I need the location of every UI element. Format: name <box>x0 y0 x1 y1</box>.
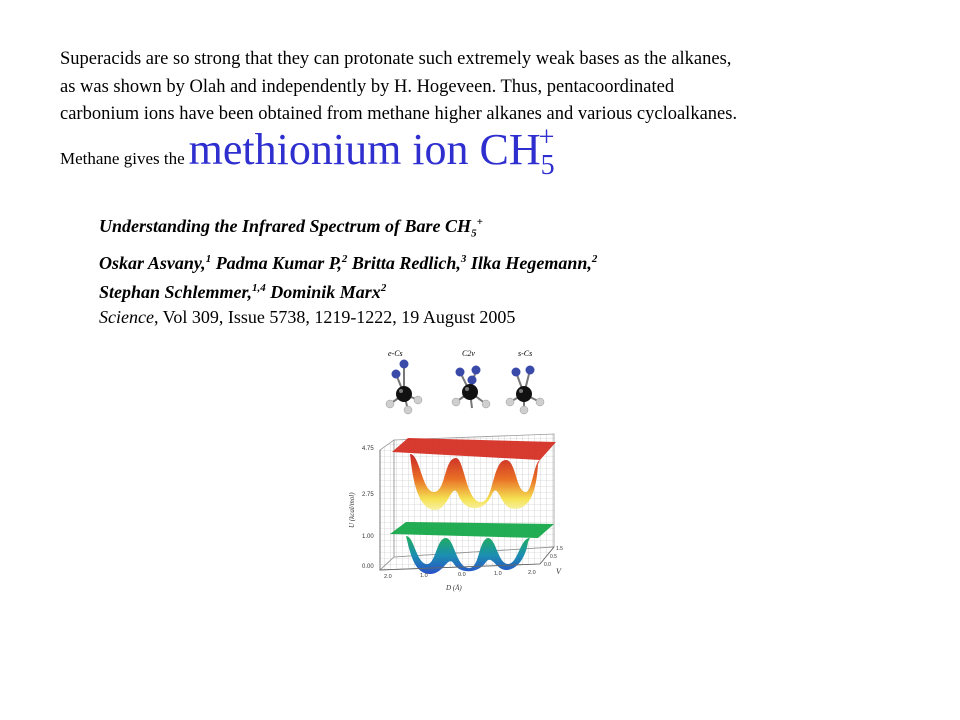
molecule-scs <box>506 366 544 415</box>
author-affiliation: 2 <box>591 252 598 265</box>
author-affiliation: 1,4 <box>252 281 266 294</box>
x-tick: 1.0 <box>494 571 502 577</box>
author: Oskar Asvany, <box>99 252 206 273</box>
ch5-figure <box>348 342 580 600</box>
y-tick: 1.5 <box>556 546 563 552</box>
author: Britta Redlich, <box>351 252 461 273</box>
reference-title-sup: + <box>476 216 483 228</box>
reference-block <box>99 210 879 330</box>
author-affiliation: 1 <box>205 252 212 265</box>
authors-line-2 <box>99 276 879 305</box>
x-tick: 1.0 <box>420 573 428 579</box>
author: Stephan Schlemmer, <box>99 281 253 302</box>
y-axis-label: V <box>556 567 561 576</box>
author-affiliation: 2 <box>380 281 387 294</box>
x-tick: 0.0 <box>458 572 466 578</box>
reference-title-text: Understanding the Infrared Spectrum of Bare CH <box>99 216 472 236</box>
reference-title-sub: 5 <box>471 227 477 240</box>
potential-surface-plot <box>348 434 563 592</box>
ion-name <box>188 122 555 181</box>
intro-line-1: Superacids are so strong that they can protonate such extremely weak bases as the alkanes, <box>60 49 732 69</box>
author: Ilka Hegemann, <box>470 252 592 273</box>
molecule-ecs <box>386 360 422 415</box>
z-tick: 1.00 <box>362 534 374 540</box>
x-axis-label: D (Å) <box>446 584 462 592</box>
ion-subscript: 5 <box>540 150 555 181</box>
methane-prefix: Methane gives the <box>60 149 185 168</box>
z-axis-label: U (kcal/mol) <box>348 492 356 528</box>
ch5-figure-svg <box>348 342 580 600</box>
methane-statement <box>60 122 554 182</box>
reference-title <box>99 210 879 247</box>
y-tick: 0.0 <box>544 562 551 568</box>
intro-paragraph <box>60 46 880 129</box>
author-affiliation: 3 <box>460 252 467 265</box>
intro-line-3: carbonium ions have been obtained from methane higher alkanes and various cycloalkanes. <box>60 104 738 124</box>
z-tick: 0.00 <box>362 564 374 570</box>
author: Dominik Marx <box>270 281 381 302</box>
x-tick: 2.0 <box>528 570 536 576</box>
molecule-c2v <box>452 366 490 409</box>
molecule-label-ecs: e-Cs <box>388 349 403 358</box>
authors-line-1 <box>99 247 879 276</box>
intro-line-2: as was shown by Olah and independently by H. Hogeveen. Thus, pentacoordinated <box>60 76 675 97</box>
journal-name: Science <box>99 306 154 327</box>
ion-superscript: + <box>538 122 555 153</box>
y-tick: 0.5 <box>550 554 557 560</box>
ion-name-text: methionium ion CH <box>188 125 541 174</box>
x-tick: 2.0 <box>384 574 392 580</box>
z-tick: 2.75 <box>362 492 374 498</box>
molecule-label-c2v: C2v <box>462 349 475 358</box>
z-tick: 4.75 <box>362 446 374 452</box>
author-affiliation: 2 <box>341 252 348 265</box>
molecule-label-scs: s-Cs <box>518 349 533 358</box>
citation-details: , Vol 309, Issue 5738, 1219-1222, 19 August 2005 <box>153 306 516 327</box>
author: Padma Kumar P, <box>215 252 342 273</box>
citation-line <box>99 305 879 330</box>
